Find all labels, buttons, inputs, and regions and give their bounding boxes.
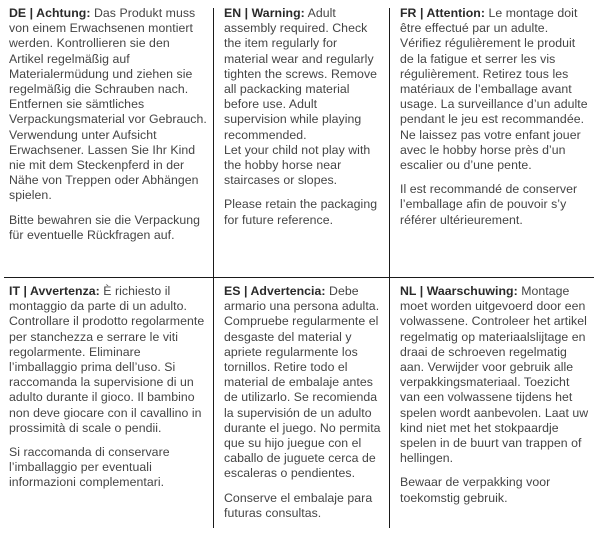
section-it-note: Si raccomanda di conservare l’imballaggio per eventuali informazioni complementari. (9, 445, 170, 490)
section-es (215, 278, 391, 536)
section-en (215, 0, 391, 278)
section-en-text-2: Let your child not play with the hobby horse near staircases or slopes. (224, 142, 371, 188)
column-divider-left (213, 8, 214, 528)
section-it-text: È richiesto il montaggio da parte di un adulto. Controllare il prodotto regolarmente per stanchezza e serrare le viti regolarmente. Eliminare l’imballaggio prima dell’uso. Si raccomanda la supervisione di un adulto durante il gioco. Il bambino non deve giocare con il cavallino in prossimità di scale o pendii. (9, 284, 205, 435)
section-en-note: Please retain the packaging for future reference. (224, 197, 378, 227)
section-fr-main (400, 6, 592, 173)
section-es-main (224, 284, 383, 482)
section-de-heading: DE | Achtung: (9, 6, 91, 20)
column-divider-right (389, 8, 390, 528)
section-nl-heading: NL | Waarschuwing: (400, 284, 518, 298)
section-nl-main (400, 284, 592, 466)
section-it-main (9, 284, 207, 436)
section-it (0, 278, 215, 536)
section-fr-note: Il est recommandé de conserver l’emballage afin de pouvoir s’y référer ultérieurement. (400, 182, 578, 227)
row-divider (4, 277, 594, 278)
section-de-text: Das Produkt muss von einem Erwachsenen montiert werden. Kontrollieren sie den Artikel regelmäßig auf Materialermüdung und ziehen sie regelmäßig die Schrauben nach. Entfernen sie sämtliches Verpackungsmaterial vor Gebrauch. Verwendung unter Aufsicht Erwachsener. Lassen Sie Ihr Kind nie mit dem Steckenpferd in der Nähe von Treppen oder Abhängen spielen. (9, 6, 207, 203)
section-it-heading: IT | Avvertenza: (9, 284, 100, 298)
section-nl-note: Bewaar de verpakking voor toekomstig gebruik. (400, 475, 551, 505)
section-en-text: Adult assembly required. Check the item regularly for material wear and regularly tighten the screws. Remove all packacking material before use. Adult supervision while playing recommended. (224, 6, 378, 142)
section-en-heading: EN | Warning: (224, 6, 305, 20)
section-de-note: Bitte bewahren sie die Verpackung für eventuelle Rückfragen auf. (9, 212, 201, 242)
section-fr-heading: FR | Attention: (400, 6, 486, 20)
section-nl (391, 278, 600, 536)
section-de-main (9, 6, 207, 204)
section-de (0, 0, 215, 278)
section-es-text: Debe armario una persona adulta. Compruebe regularmente el desgaste del material y apriete regularmente los tornillos. Retire todo el material de embalaje antes de utilizarlo. Se recomienda la supervisión de un adulto durante el juego. No permita que su hijo juegue con el caballo de juguete cerca de escaleras o pendientes. (224, 284, 381, 481)
section-es-note: Conserve el embalaje para futuras consultas. (224, 490, 373, 520)
section-fr-text: Le montage doit être effectué par un adulte. Vérifiez régulièrement le produit de la fatigue et serrer les vis régulièrement. Retirez tous les matériaux de l’emballage avant usage. La surveillance d’un adulte pendant le jeu est recommandée. Ne laissez pas votre enfant jouer avec le hobby horse près d’un escalier ou d’une pente. (400, 6, 588, 173)
section-en-main (224, 6, 383, 188)
section-fr (391, 0, 600, 278)
section-es-heading: ES | Advertencia: (224, 284, 326, 298)
section-nl-text: Montage moet worden uitgevoerd door een volwassene. Controleer het artikel regelmatig op materiaalslijtage en draai de schroeven regelmatig aan. Verwijder voor gebruik alle verpakkingsmateriaal. Toezicht van een volwassene tijdens het spelen wordt aanbevolen. Laat uw kind niet met het stokpaardje spelen in de buurt van trappen of hellingen. (400, 284, 589, 466)
